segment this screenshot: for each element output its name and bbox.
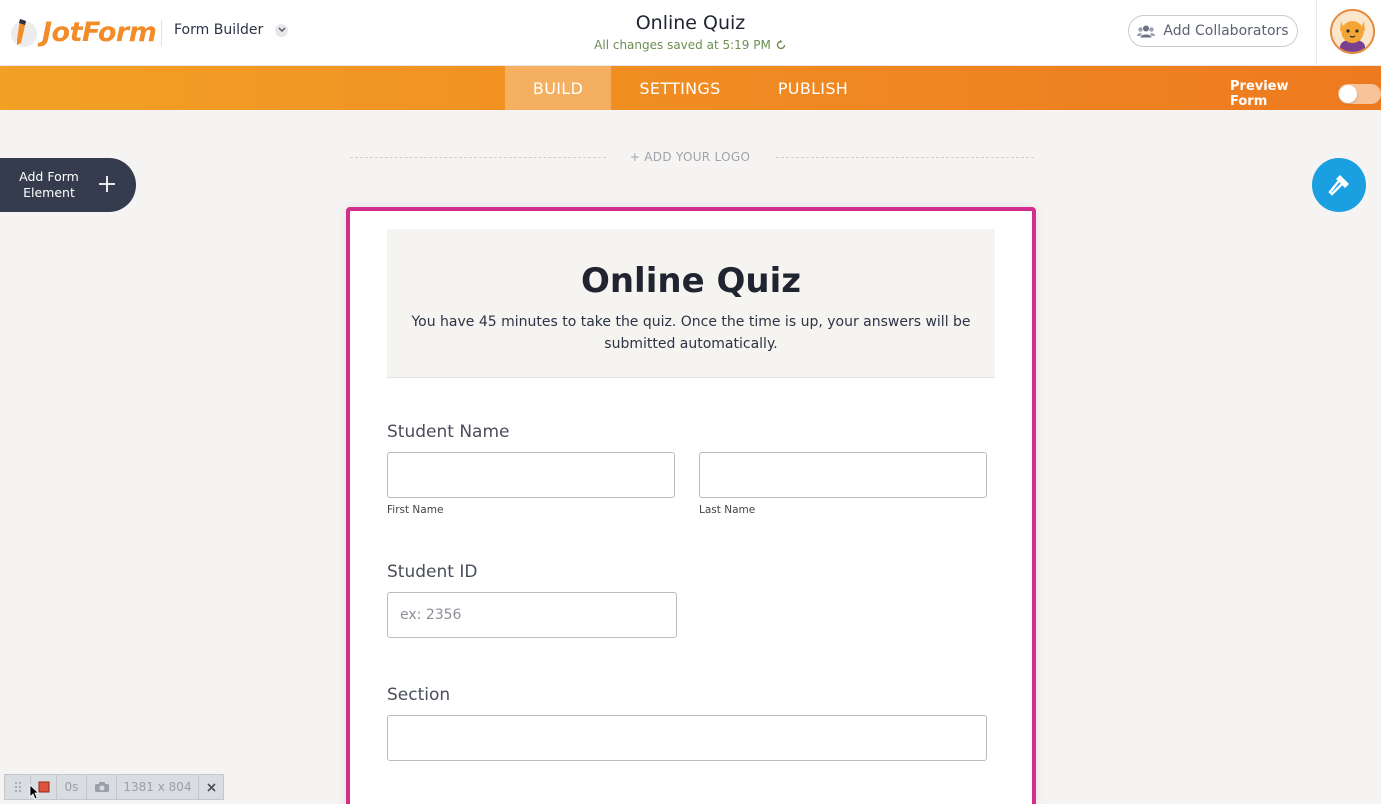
users-icon: [1137, 25, 1155, 38]
close-icon[interactable]: [199, 775, 223, 799]
last-name-sublabel: Last Name: [699, 504, 756, 516]
form-designer-button[interactable]: [1312, 158, 1366, 212]
preview-form-control: [1230, 79, 1381, 109]
add-collaborators-button[interactable]: [1128, 15, 1298, 47]
section-input[interactable]: [388, 716, 986, 760]
plus-icon: [98, 170, 116, 200]
document-title[interactable]: Online Quiz: [635, 12, 746, 34]
student-id-label: Student ID: [387, 562, 478, 582]
tab-settings[interactable]: SETTINGS: [639, 78, 721, 98]
first-name-sublabel: First Name: [387, 504, 444, 516]
save-status-text: All changes saved at 5:19 PM: [594, 38, 771, 52]
toggle-knob: [1339, 85, 1357, 103]
refresh-icon[interactable]: [775, 39, 787, 51]
student-name-label: Student Name: [387, 422, 510, 442]
preview-form-toggle[interactable]: [1338, 84, 1381, 104]
logo-dashed-line-left: [350, 157, 606, 158]
form-header-block[interactable]: [387, 229, 995, 378]
recording-size: 1381 x 804: [117, 775, 199, 799]
form-card: [346, 207, 1036, 804]
student-id-input[interactable]: [388, 593, 676, 637]
save-status: [594, 38, 787, 52]
last-name-field[interactable]: [699, 452, 987, 498]
user-avatar[interactable]: [1330, 9, 1375, 54]
paint-roller-icon: [1326, 172, 1352, 198]
section-label: Section: [387, 685, 451, 705]
add-collaborators-label: Add Collaborators: [1163, 23, 1289, 39]
first-name-field[interactable]: [387, 452, 675, 498]
add-form-element-button[interactable]: [0, 158, 136, 212]
mouse-cursor-icon: [29, 784, 39, 800]
section-field[interactable]: [387, 715, 987, 761]
form-builder-label: Form Builder: [174, 22, 264, 38]
preview-form-label: Preview Form: [1230, 79, 1289, 109]
camera-icon[interactable]: [87, 775, 117, 799]
first-name-input[interactable]: [388, 453, 674, 497]
builder-tabs-bar: [0, 66, 1381, 110]
add-logo-link[interactable]: + ADD YOUR LOGO: [629, 150, 751, 164]
tab-build[interactable]: BUILD: [505, 66, 611, 110]
logo-text: JotForm: [42, 16, 157, 48]
top-header: [0, 0, 1381, 66]
header-divider-right: [1316, 0, 1317, 66]
drag-handle-icon[interactable]: [5, 775, 31, 799]
add-form-element-label: Add Form Element: [19, 169, 79, 200]
student-id-field[interactable]: [387, 592, 677, 638]
logo-dashed-line-right: [776, 157, 1034, 158]
cat-avatar-icon: [1332, 11, 1373, 52]
form-title: Online Quiz: [580, 261, 802, 301]
form-description: You have 45 minutes to take the quiz. Once the time is up, your answers will be submitted automatically.: [411, 314, 971, 352]
tab-publish[interactable]: PUBLISH: [777, 78, 849, 98]
last-name-input[interactable]: [700, 453, 986, 497]
recording-time: 0s: [57, 775, 87, 799]
